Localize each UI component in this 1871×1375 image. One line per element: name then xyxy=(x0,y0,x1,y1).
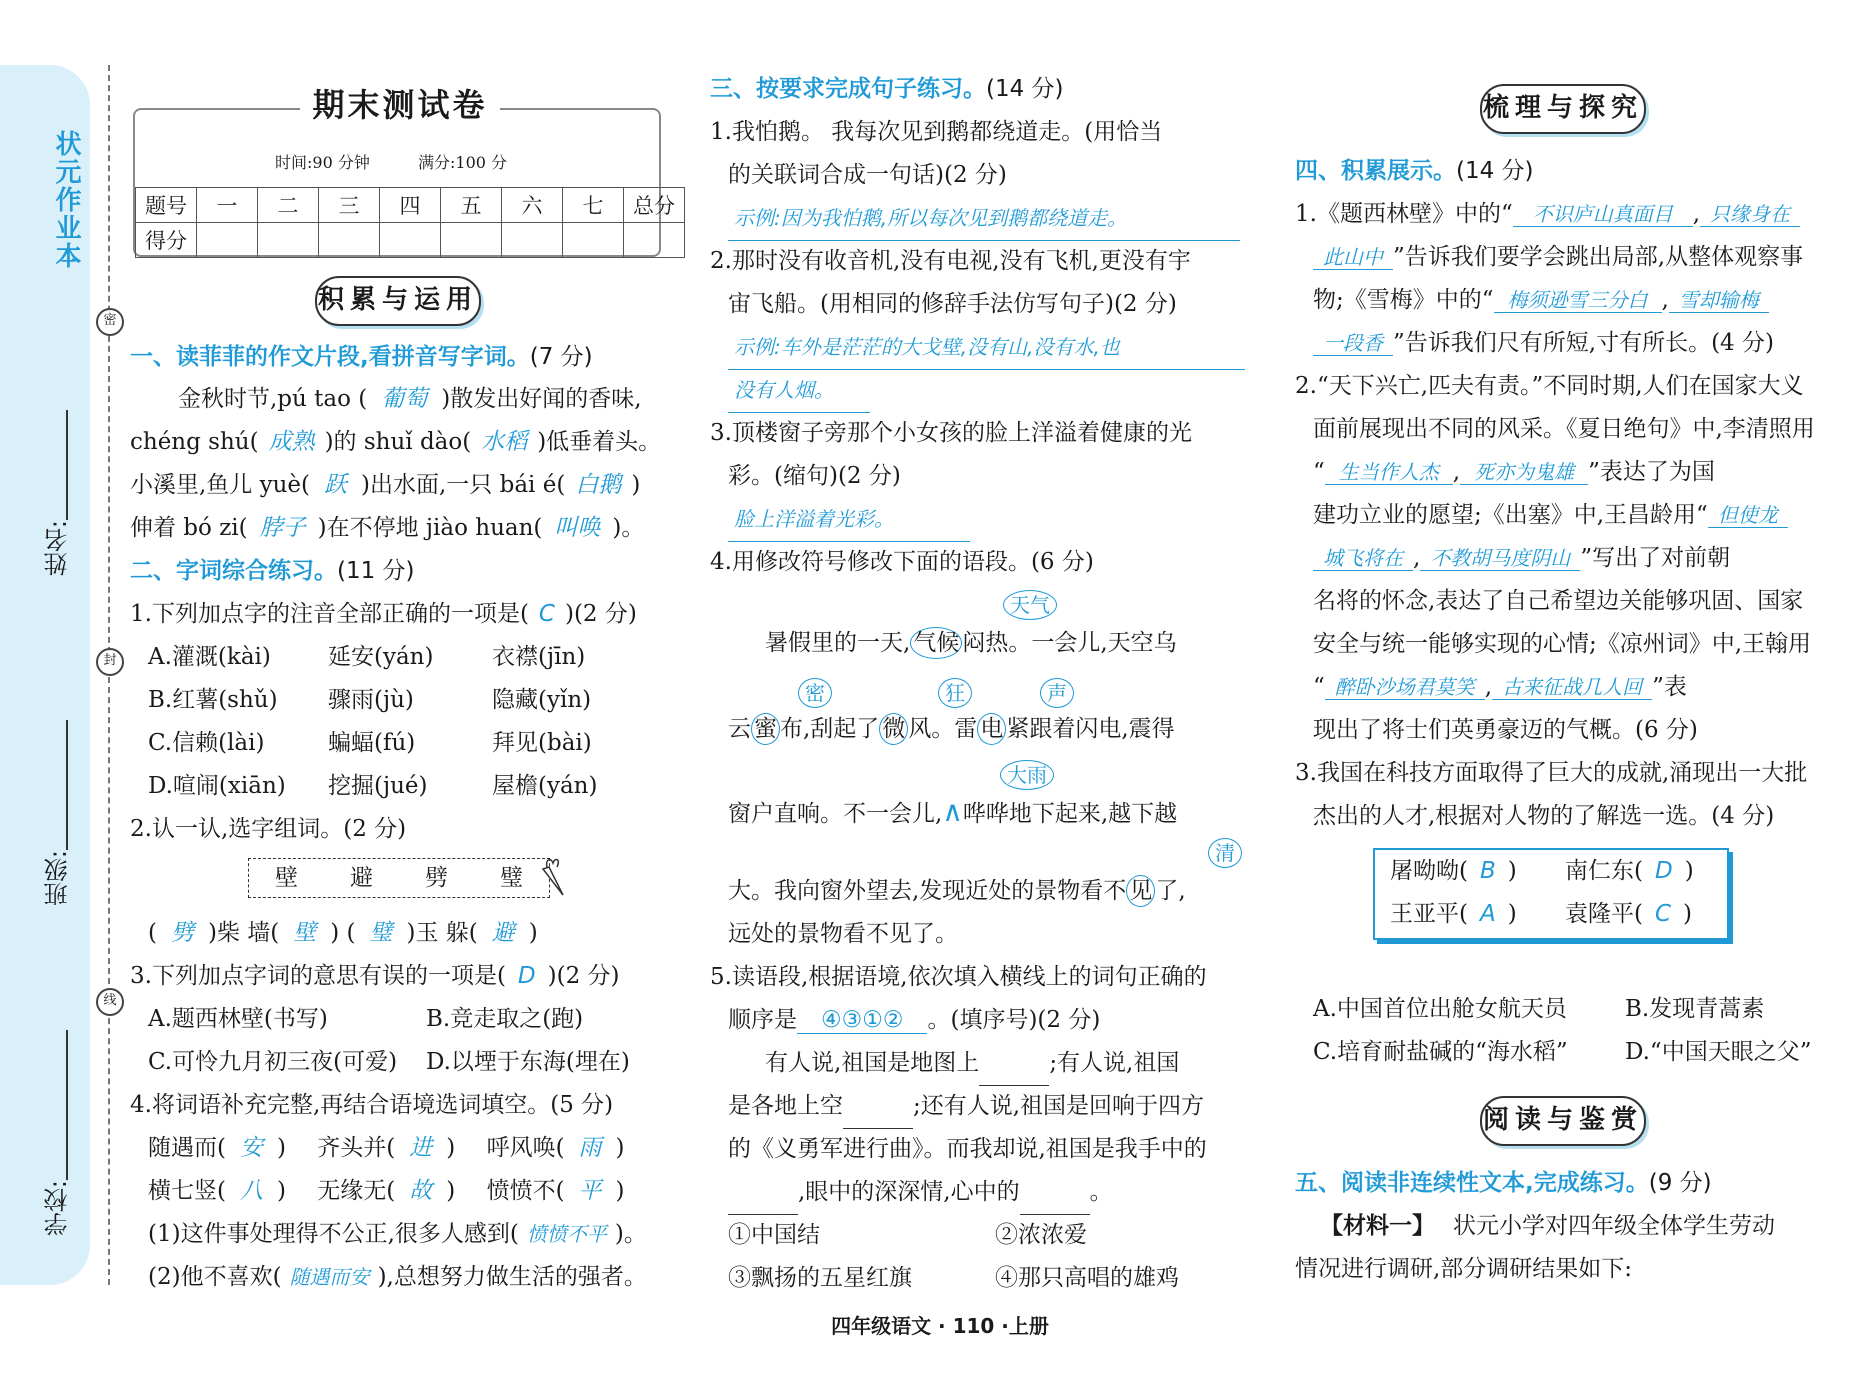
s4-l11: 安全与统一能够实现的心情;《凉州词》中,王翰用 xyxy=(1313,631,1812,657)
answer[interactable]: 壁 xyxy=(293,920,317,946)
s4-l1: 1.《题西林壁》中的“ 不识庐山真面目 , 只缘身在 xyxy=(1295,193,1800,236)
answer[interactable]: 故 xyxy=(409,1178,433,1204)
answer[interactable]: 安 xyxy=(239,1135,263,1161)
s3-q5-text-4: ,眼中的深深情,心中的 。 xyxy=(728,1171,1113,1215)
s3-q5-text-2: 是各地上空 ;还有人说,祖国是回响于四方 xyxy=(728,1085,1204,1129)
edit-para-2: 云 蜜 布,刮起了 微 风。雷 电 紧跟着闪电,震得 xyxy=(728,708,1175,751)
s2-opt-b3: 隐藏(yǐn) xyxy=(492,687,592,713)
s2-opt-a: A.灌溉(kài) xyxy=(148,644,271,670)
match-opt-c: C.培育耐盐碱的“海水稻” xyxy=(1313,1039,1568,1065)
s4-l3: 物;《雪梅》中的“ 梅须逊雪三分白 , 雪却输梅 xyxy=(1313,279,1769,322)
s4-l2: 此山中 ”告诉我们要学会跳出局部,从整体观察事 xyxy=(1313,236,1803,279)
answer[interactable]: 雪却输梅 xyxy=(1669,288,1769,313)
name-line[interactable] xyxy=(66,410,68,520)
char-option: 避 xyxy=(350,864,373,891)
s1-line-3: 小溪里,鱼儿 yuè( 跃 )出水面,一只 bái é( 白鹅 ) xyxy=(130,472,641,498)
s5-material-1: 【材料一】 状元小学对四年级全体学生劳动 xyxy=(1320,1213,1775,1239)
s2-q4-sent1: (1)这件事处理得不公正,很多人感到( 愤愤不平 )。 xyxy=(148,1221,647,1247)
score-cell[interactable] xyxy=(502,223,563,258)
s4-l10: 名将的怀念,表达了自己希望边关能够巩固、国家 xyxy=(1313,588,1804,614)
answer[interactable]: ④③①② xyxy=(797,1007,927,1034)
s3-q1-l2: 的关联词合成一句话)(2 分) xyxy=(728,162,1007,188)
s4-l14: 3.我国在科技方面取得了巨大的成就,涌现出一大批 xyxy=(1295,760,1808,786)
section-3-title: 三、按要求完成句子练习。(14 分) xyxy=(710,76,1064,102)
edit-bubble: 清 xyxy=(1208,838,1242,868)
section-badge-explore: 梳理与探究 xyxy=(1480,84,1646,134)
cut-mark-feng: 封 xyxy=(96,648,124,676)
score-header-cell: 三 xyxy=(319,188,380,223)
answer[interactable]: 死亦为鬼雄 xyxy=(1460,460,1588,485)
char-box xyxy=(248,858,550,898)
s3-q2-l1: 2.那时没有收音机,没有电视,没有飞机,更没有宇 xyxy=(710,248,1191,274)
edit-bubble: 大雨 xyxy=(1000,760,1054,790)
s2-q1: 1.下列加点字的注音全部正确的一项是( C )(2 分) xyxy=(130,601,637,627)
s3-q1-answer[interactable]: 示例:因为我怕鹅,所以每次见到鹅都绕道走。 xyxy=(728,197,1240,241)
answer[interactable]: A xyxy=(1479,901,1496,927)
s2-q4-sent2: (2)他不喜欢( 随遇而安 ),总想努力做生活的强者。 xyxy=(148,1264,647,1290)
section-1-title: 一、读菲菲的作文片段,看拼音写字词。(7 分) xyxy=(130,344,593,370)
page-title: 期末测试卷 xyxy=(300,80,500,126)
score-header-cell: 七 xyxy=(563,188,624,223)
score-cell[interactable] xyxy=(197,223,258,258)
edit-circle: 电 xyxy=(977,713,1006,745)
answer[interactable]: 进 xyxy=(409,1135,433,1161)
answer[interactable]: 劈 xyxy=(170,920,194,946)
answer[interactable]: 梅须逊雪三分白 xyxy=(1494,288,1662,313)
s2-opt-d: D.喧闹(xiān) xyxy=(148,773,286,799)
score-header-cell: 总分 xyxy=(624,188,685,223)
s2-q4-row2: 横七竖( 八 ) 无缘无( 故 ) 愤愤不( 平 ) xyxy=(148,1178,625,1204)
s3-q4: 4.用修改符号修改下面的语段。(6 分) xyxy=(710,549,1094,575)
s2-q3-opt-a: A.题西林壁(书写) xyxy=(148,1006,328,1032)
s4-l12: “ 醉卧沙场君莫笑 , 古来征战几人回 ”表 xyxy=(1313,674,1687,700)
answer[interactable]: C xyxy=(538,601,555,627)
score-header-cell: 一 xyxy=(197,188,258,223)
answer[interactable]: 白鹅 xyxy=(575,472,622,498)
section-2-title: 二、字词综合练习。(11 分) xyxy=(130,558,415,584)
s3-q5-opt-1: ①中国结 xyxy=(728,1222,820,1248)
s2-opt-b: B.红薯(shǔ) xyxy=(148,687,278,713)
s3-q3-answer[interactable]: 脸上洋溢着光彩。 xyxy=(728,498,970,542)
answer[interactable]: 避 xyxy=(491,920,515,946)
s2-q3-opt-d: D.以堙于东海(埋在) xyxy=(426,1049,630,1075)
edit-circle: 蜜 xyxy=(751,713,780,745)
match-person-2: 南仁东( D ) xyxy=(1565,858,1694,884)
answer[interactable]: 成熟 xyxy=(268,429,315,455)
answer[interactable]: 不识庐山真面目 xyxy=(1513,202,1693,227)
edit-circle: 气候 xyxy=(910,627,962,659)
s1-line-2: chéng shú( 成熟 )的 shuǐ dào( 水稻 )低垂着头。 xyxy=(130,429,662,455)
s3-q5-l1: 5.读语段,根据语境,依次填入横线上的词句正确的 xyxy=(710,964,1207,990)
match-person-1: 屠呦呦( B ) xyxy=(1390,858,1517,884)
score-row-label: 得分 xyxy=(136,223,197,258)
score-cell[interactable] xyxy=(258,223,319,258)
s3-q5-text-3: 的《义勇军进行曲》。而我却说,祖国是我手中的 xyxy=(728,1136,1207,1162)
s3-q5-opt-4: ④那只高唱的雄鸡 xyxy=(995,1265,1179,1291)
score-cell[interactable] xyxy=(380,223,441,258)
school-label: 学校: xyxy=(44,1180,72,1237)
s3-q3-l2: 彩。(缩句)(2 分) xyxy=(728,463,901,489)
s4-l9: 城飞将在 , 不教胡马度阴山 ”写出了对前朝 xyxy=(1313,537,1730,580)
name-label: 姓名: xyxy=(44,520,72,577)
s3-q2-answer-1[interactable]: 示例:车外是茫茫的大戈壁,没有山,没有水,也 xyxy=(728,326,1245,370)
s3-q5-opt-3: ③飘扬的五星红旗 xyxy=(728,1265,912,1291)
s2-opt-b2: 骤雨(jù) xyxy=(328,687,414,713)
answer[interactable]: 此山中 xyxy=(1313,245,1393,270)
answer[interactable]: 璧 xyxy=(369,920,393,946)
answer[interactable]: 叫唤 xyxy=(554,515,601,541)
s2-q4: 4.将词语补充完整,再结合语境选词填空。(5 分) xyxy=(130,1092,614,1118)
class-line[interactable] xyxy=(66,720,68,850)
answer[interactable]: 跃 xyxy=(324,472,348,498)
score-header-cell: 五 xyxy=(441,188,502,223)
answer[interactable]: B xyxy=(1479,858,1496,884)
fill-blank[interactable] xyxy=(728,1171,798,1215)
answer[interactable]: 古来征战几人回 xyxy=(1492,675,1652,700)
answer[interactable]: D xyxy=(1654,858,1673,884)
answer[interactable]: C xyxy=(1654,901,1672,927)
s2-opt-c2: 蝙蝠(fú) xyxy=(328,730,416,756)
s4-l5: 2.“天下兴亡,匹夫有责。”不同时期,人们在国家大义 xyxy=(1295,373,1804,399)
answer[interactable]: 不教胡马度阴山 xyxy=(1420,546,1580,571)
answer[interactable]: 生当作人杰 xyxy=(1325,460,1453,485)
edit-circle: 见 xyxy=(1126,875,1155,907)
s2-opt-d3: 屋檐(yán) xyxy=(492,773,598,799)
s1-line-1: 金秋时节,pú tao ( 葡萄 )散发出好闻的香味, xyxy=(178,386,642,412)
answer[interactable]: 脖子 xyxy=(259,515,306,541)
fill-blank[interactable] xyxy=(1020,1171,1090,1215)
answer[interactable]: 雨 xyxy=(578,1135,602,1161)
s1-line-4: 伸着 bó zi( 脖子 )在不停地 jiào huan( 叫唤 )。 xyxy=(130,515,645,541)
match-person-3: 王亚平( A ) xyxy=(1390,901,1517,927)
s2-q3-opt-c: C.可怜九月初三夜(可爱) xyxy=(148,1049,398,1075)
answer[interactable]: 只缘身在 xyxy=(1700,202,1800,227)
cut-mark-xian: 线 xyxy=(96,988,124,1016)
answer[interactable]: 水稻 xyxy=(481,429,528,455)
s4-l6: 面前展现出不同的风采。《夏日绝句》中,李清照用 xyxy=(1313,416,1815,442)
score-cell[interactable] xyxy=(319,223,380,258)
char-option: 璧 xyxy=(500,864,523,891)
section-4-title: 四、积累展示。(14 分) xyxy=(1295,158,1534,184)
cut-mark-mi: 密 xyxy=(96,308,124,336)
s2-opt-c: C.信赖(lài) xyxy=(148,730,265,756)
s3-q2-answer-2[interactable]: 没有人烟。 xyxy=(728,369,870,413)
score-header-cell: 题号 xyxy=(136,188,197,223)
s3-q5-text-1: 有人说,祖国是地图上 ;有人说,祖国 xyxy=(765,1042,1179,1086)
exam-full-score: 满分:100 分 xyxy=(418,153,508,172)
answer[interactable]: 平 xyxy=(578,1178,602,1204)
s2-opt-a2: 延安(yán) xyxy=(328,644,434,670)
edit-circle: 微 xyxy=(879,713,908,745)
s3-q2-l2: 宙飞船。(用相同的修辞手法仿写句子)(2 分) xyxy=(728,291,1177,317)
s4-l8: 建功立业的愿望;《出塞》中,王昌龄用“ 但使龙 xyxy=(1313,494,1788,537)
s3-q1-l1: 1.我怕鹅。 我每次见到鹅都绕道走。(用恰当 xyxy=(710,119,1163,145)
answer[interactable]: 但使龙 xyxy=(1708,503,1788,528)
match-opt-d: D.“中国天眼之父” xyxy=(1625,1039,1812,1065)
answer[interactable]: 城飞将在 xyxy=(1313,546,1413,571)
page-footer: 四年级语文 · 110 ·上册 xyxy=(831,1314,1049,1338)
char-option: 壁 xyxy=(275,864,298,891)
answer[interactable]: D xyxy=(517,963,536,989)
answer[interactable]: 八 xyxy=(239,1178,263,1204)
edit-bubble: 天气 xyxy=(1003,590,1057,620)
s3-q5-opt-2: ②浓浓爱 xyxy=(995,1222,1087,1248)
s2-q2: 2.认一认,选字组词。(2 分) xyxy=(130,816,407,842)
score-cell[interactable] xyxy=(624,223,685,258)
answer[interactable]: 一段香 xyxy=(1313,331,1393,356)
brand-title: 状元作业本 xyxy=(51,130,81,270)
s2-q3: 3.下列加点字词的意思有误的一项是( D )(2 分) xyxy=(130,963,620,989)
s2-q2-answers: ( 劈 )柴 墙( 壁 ) ( 璧 )玉 躲( 避 ) xyxy=(148,920,538,946)
answer[interactable]: 醉卧沙场君莫笑 xyxy=(1325,675,1485,700)
edit-bubble: 狂 xyxy=(938,678,972,708)
edit-bubble: 密 xyxy=(798,678,832,708)
match-person-4: 袁隆平( C ) xyxy=(1565,901,1693,927)
section-5-title: 五、阅读非连续性文本,完成练习。(9 分) xyxy=(1295,1170,1712,1196)
s2-opt-c3: 拜见(bài) xyxy=(492,730,592,756)
score-cell[interactable] xyxy=(441,223,502,258)
s3-q5-l2: 顺序是 ④③①② 。(填序号)(2 分) xyxy=(728,1007,1101,1033)
match-opt-b: B.发现青蒿素 xyxy=(1625,996,1765,1022)
class-label: 班级: xyxy=(44,850,72,907)
edit-bubble: 声 xyxy=(1040,678,1074,708)
score-cell[interactable] xyxy=(563,223,624,258)
s2-q3-opt-b: B.竞走取之(跑) xyxy=(426,1006,584,1032)
s4-l4: 一段香 ”告诉我们尺有所短,寸有所长。(4 分) xyxy=(1313,322,1774,365)
section-badge-accumulate: 积累与运用 xyxy=(315,276,481,326)
s4-l13: 现出了将士们英勇豪迈的气概。(6 分) xyxy=(1313,717,1698,743)
score-header-cell: 二 xyxy=(258,188,319,223)
fill-blank[interactable] xyxy=(843,1085,913,1129)
s4-l15: 杰出的人才,根据对人物的了解选一选。(4 分) xyxy=(1313,803,1775,829)
edit-para-1: 暑假里的一天, 气候 闷热。一会儿,天空乌 xyxy=(765,622,1177,665)
char-option: 劈 xyxy=(425,864,448,891)
edit-para-3: 窗户直响。不一会儿,∧哗哗地下起来,越下越 xyxy=(728,795,1178,828)
s5-material-1-cont: 情况进行调研,部分调研结果如下: xyxy=(1295,1256,1633,1282)
s2-opt-d2: 挖掘(jué) xyxy=(328,773,428,799)
s2-q4-row1: 随遇而( 安 ) 齐头并( 进 ) 呼风唤( 雨 ) xyxy=(148,1135,625,1161)
answer[interactable]: 葡萄 xyxy=(381,386,428,412)
s4-l7: “ 生当作人杰 , 死亦为鬼雄 ”表达了为国 xyxy=(1313,459,1715,485)
s3-q3-l1: 3.顶楼窗子旁那个小女孩的脸上洋溢着健康的光 xyxy=(710,420,1192,446)
answer[interactable]: 随遇而安 xyxy=(289,1265,370,1289)
edit-para-5: 远处的景物看不见了。 xyxy=(728,921,958,947)
score-header-cell: 六 xyxy=(502,188,563,223)
answer[interactable]: 愤愤不平 xyxy=(526,1222,607,1246)
match-opt-a: A.中国首位出舱女航天员 xyxy=(1313,996,1567,1022)
carrot-icon xyxy=(535,855,571,899)
exam-time: 时间:90 分钟 xyxy=(275,153,370,172)
section-badge-reading: 阅读与鉴赏 xyxy=(1480,1096,1646,1146)
edit-para-4: 大。我向窗外望去,发现近处的景物看不 见 了, xyxy=(728,870,1186,913)
score-header-cell: 四 xyxy=(380,188,441,223)
score-table xyxy=(135,187,685,258)
school-line[interactable] xyxy=(66,1030,68,1180)
s2-opt-a3: 衣襟(jīn) xyxy=(492,644,586,670)
fill-blank[interactable] xyxy=(979,1042,1049,1086)
